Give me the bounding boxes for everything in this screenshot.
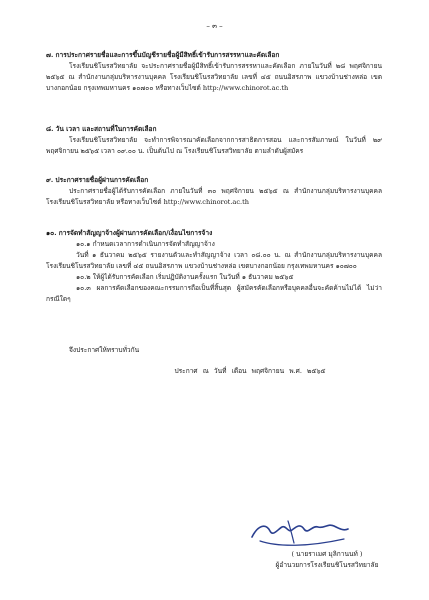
section-8 [46, 124, 382, 157]
section-10-heading: ๑๐. การจัดทำสัญญาจ้างผู้ผ่านการคัดเลือก/เงื่อนไขการจ้าง [46, 229, 213, 237]
signer-name: ( นายราเมศ มุลิกานนท์ ) [291, 550, 363, 558]
signature-mark [248, 517, 352, 551]
section-10-item-2: ๑๐.๒ ให้ผู้ได้รับการคัดเลือก เริ่มปฏิบัติงานครั้งแรก ในวันที่ ๑ ธันวาคม ๒๕๖๕ [76, 273, 294, 281]
announce-date-block [120, 366, 380, 377]
section-9 [46, 175, 382, 208]
section-10-item-1-detail: วันที่ ๑ ธันวาคม ๒๕๖๕ รายงานตัวและทำสัญญาจ้าง เวลา ๐๘.๐๐ น. ณ สำนักงานกลุ่มบริหารงานบุคคล โรงเรียนชิโนรสวิทยาลัย เลขที่ ๔๕ ถนนอิสรภาพ แขวงบ้านช่างหล่อ เขตบางกอกน้อย กรุงเทพมหานคร ๑๐๗๐๐ [46, 251, 382, 270]
section-9-body: ประกาศรายชื่อผู้ได้รับการคัดเลือก ภายในวันที่ ๓๐ พฤศจิกายน ๒๕๖๕ ณ สำนักงานกลุ่มบริหารงานบุคคล โรงเรียนชิโนรสวิทยาลัย หรือทางเว็บไซต์ http://www.chinorot.ac.th [46, 187, 382, 206]
section-10-item-1: ๑๐.๑ กำหนดเวลาการดำเนินการจัดทำสัญญาจ้าง [76, 240, 215, 248]
section-10-item-3: ๑๐.๓ ผลการคัดเลือกของคณะกรรมการถือเป็นที่สิ้นสุด ผู้สมัครคัดเลือกหรือบุคคลอื่นจะคัดค้านไม่ได้ ไม่ว่ากรณีใดๆ [46, 284, 382, 303]
closing-block [46, 345, 382, 356]
section-10 [46, 228, 382, 305]
closing-text: จึงประกาศให้ทราบทั่วกัน [69, 346, 140, 354]
section-9-heading: ๙. ประกาศรายชื่อผู้ผ่านการคัดเลือก [46, 176, 149, 184]
section-7-heading: ๗. การประกาศรายชื่อและการขึ้นบัญชีรายชื่อผู้มีสิทธิ์เข้ารับการสรรหาและคัดเลือก [46, 51, 280, 59]
section-8-heading: ๘. วัน เวลา และสถานที่ในการคัดเลือก [46, 125, 157, 133]
signer-title: ผู้อำนวยการโรงเรียนชิโนรสวิทยาลัย [275, 561, 379, 569]
section-8-body: โรงเรียนชิโนรสวิทยาลัย จะทำการพิจารณาคัดเลือกจากการสาธิตการสอน และการสัมภาษณ์ ในวันที่ ๒๙ พฤศจิกายน ๒๕๖๕ เวลา ๐๙.๐๐ น. เป็นต้นไป ณ โรงเรียนชิโนรสวิทยาลัย ตามลำดับผู้สมัคร [46, 136, 382, 155]
page-number: – ๓ – [206, 22, 223, 30]
signer-block [232, 549, 422, 571]
section-7-body: โรงเรียนชิโนรสวิทยาลัย จะประกาศรายชื่อผู้มีสิทธิ์เข้ารับการสรรหาและคัดเลือก ภายในวันที่ ๒๘ พฤศจิกายน ๒๕๖๕ ณ สำนักงานกลุ่มบริหารงานบุคคล โรงเรียนชิโนรสวิทยาลัย เลขที่ ๔๕ ถนนอิสรภาพ แขวงบ้านช่างหล่อ เขตบางกอกน้อย กรุงเทพมหานคร ๑๐๗๐๐ หรือทางเว็บไซต์ http://www.chinorot.ac.th [46, 62, 382, 92]
section-7 [46, 50, 382, 94]
announce-date: ประกาศ ณ วันที่ เดือน พฤศจิกายน พ.ศ. ๒๕๖๕ [174, 367, 326, 375]
